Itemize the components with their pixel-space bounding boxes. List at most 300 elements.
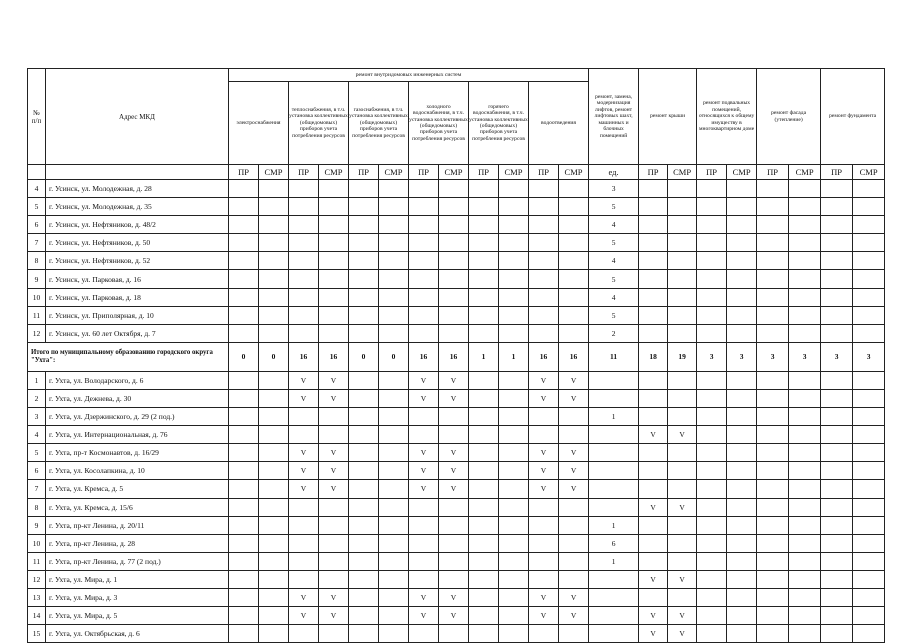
- cell-smr: [319, 498, 349, 516]
- cell-pr: [529, 426, 559, 444]
- total-value: 3: [757, 342, 789, 371]
- cell-pr: [821, 389, 853, 407]
- cell-lift-units: [589, 426, 639, 444]
- cell-pr: [639, 252, 668, 270]
- row-address: г. Усинск, ул. Молодежная, д. 28: [46, 180, 229, 198]
- repair-plan-table: [27, 68, 885, 643]
- cell-smr: [379, 607, 409, 625]
- cell-smr: [499, 270, 529, 288]
- row-number: 12: [28, 570, 46, 588]
- cell-pr: [349, 324, 379, 342]
- total-value: 0: [379, 342, 409, 371]
- cell-smr: [727, 552, 757, 570]
- cell-smr: [853, 426, 885, 444]
- cell-pr: [469, 389, 499, 407]
- cell-smr: [259, 216, 289, 234]
- cell-smr: [853, 516, 885, 534]
- total-value: 3: [853, 342, 885, 371]
- cell-pr: [229, 198, 259, 216]
- cell-pr: [349, 607, 379, 625]
- cell-smr: V: [559, 389, 589, 407]
- cell-pr: V: [409, 371, 439, 389]
- table-row: [28, 216, 885, 234]
- cell-pr: [757, 180, 789, 198]
- cell-pr: [757, 324, 789, 342]
- header-smr: СМР: [379, 165, 409, 180]
- table-row: [28, 534, 885, 552]
- cell-pr: [639, 306, 668, 324]
- cell-smr: V: [319, 588, 349, 606]
- cell-pr: [821, 607, 853, 625]
- cell-smr: [259, 462, 289, 480]
- cell-pr: [697, 588, 727, 606]
- cell-smr: [727, 324, 757, 342]
- cell-pr: [697, 426, 727, 444]
- total-value: 16: [289, 342, 319, 371]
- cell-pr: [821, 180, 853, 198]
- cell-pr: [229, 607, 259, 625]
- total-value: 11: [589, 342, 639, 371]
- cell-smr: [259, 288, 289, 306]
- cell-smr: V: [668, 607, 697, 625]
- cell-pr: [349, 570, 379, 588]
- cell-pr: [229, 625, 259, 643]
- cell-pr: [697, 480, 727, 498]
- cell-smr: [499, 534, 529, 552]
- cell-pr: [349, 288, 379, 306]
- cell-smr: [853, 389, 885, 407]
- cell-pr: [697, 534, 727, 552]
- cell-pr: [469, 252, 499, 270]
- cell-smr: [727, 462, 757, 480]
- cell-smr: [499, 552, 529, 570]
- cell-pr: [821, 288, 853, 306]
- table-row: [28, 234, 885, 252]
- cell-pr: [529, 288, 559, 306]
- cell-pr: [229, 371, 259, 389]
- row-address: г. Ухта, ул. Мира, д. 3: [46, 588, 229, 606]
- cell-pr: [229, 516, 259, 534]
- table-body: [28, 180, 885, 643]
- cell-smr: [789, 534, 821, 552]
- table-row: [28, 588, 885, 606]
- row-number: 9: [28, 516, 46, 534]
- cell-smr: [499, 607, 529, 625]
- cell-pr: V: [529, 371, 559, 389]
- cell-smr: [259, 408, 289, 426]
- cell-smr: V: [319, 444, 349, 462]
- cell-smr: [379, 408, 409, 426]
- total-value: 19: [668, 342, 697, 371]
- cell-smr: V: [668, 498, 697, 516]
- cell-pr: [697, 516, 727, 534]
- cell-pr: [757, 552, 789, 570]
- cell-smr: [789, 588, 821, 606]
- cell-smr: [379, 234, 409, 252]
- cell-pr: [409, 180, 439, 198]
- cell-smr: [439, 198, 469, 216]
- cell-smr: [727, 389, 757, 407]
- table-row: [28, 324, 885, 342]
- table-row: [28, 198, 885, 216]
- header-gas: газоснабжения, в т.ч. установка коллективных (общедомовых) приборов учета потребления ресурсов: [349, 82, 409, 165]
- cell-pr: [409, 270, 439, 288]
- cell-pr: [409, 216, 439, 234]
- cell-smr: V: [439, 607, 469, 625]
- cell-pr: [639, 534, 668, 552]
- row-address: г. Ухта, ул. Дзержинского, д. 29 (2 под.): [46, 408, 229, 426]
- cell-smr: [319, 180, 349, 198]
- cell-pr: [289, 324, 319, 342]
- cell-pr: [469, 180, 499, 198]
- cell-smr: [853, 270, 885, 288]
- cell-pr: [639, 389, 668, 407]
- cell-pr: V: [409, 588, 439, 606]
- header-address: Адрес МКД: [46, 69, 229, 165]
- cell-pr: [757, 444, 789, 462]
- cell-smr: [853, 234, 885, 252]
- row-address: г. Усинск, ул. Нефтяников, д. 52: [46, 252, 229, 270]
- cell-pr: [409, 570, 439, 588]
- cell-pr: [349, 180, 379, 198]
- total-value: 18: [639, 342, 668, 371]
- cell-smr: [727, 426, 757, 444]
- cell-smr: [379, 534, 409, 552]
- cell-pr: [529, 516, 559, 534]
- table-row: [28, 444, 885, 462]
- cell-pr: V: [289, 607, 319, 625]
- cell-pr: [821, 216, 853, 234]
- cell-smr: [668, 252, 697, 270]
- row-number: 6: [28, 216, 46, 234]
- cell-smr: [379, 588, 409, 606]
- cell-pr: [821, 306, 853, 324]
- cell-pr: [757, 216, 789, 234]
- cell-smr: [727, 198, 757, 216]
- cell-smr: [499, 462, 529, 480]
- cell-smr: [439, 516, 469, 534]
- cell-smr: [379, 480, 409, 498]
- cell-smr: [789, 306, 821, 324]
- cell-pr: [349, 625, 379, 643]
- cell-pr: [409, 306, 439, 324]
- header-blank: [28, 165, 46, 180]
- cell-pr: [289, 498, 319, 516]
- cell-pr: [409, 198, 439, 216]
- cell-pr: [757, 516, 789, 534]
- cell-lift-units: 4: [589, 216, 639, 234]
- cell-smr: [259, 607, 289, 625]
- cell-smr: V: [439, 462, 469, 480]
- cell-smr: V: [319, 480, 349, 498]
- cell-smr: [727, 534, 757, 552]
- cell-pr: [229, 288, 259, 306]
- cell-pr: [469, 198, 499, 216]
- cell-smr: [789, 180, 821, 198]
- total-value: 1: [469, 342, 499, 371]
- cell-pr: [697, 270, 727, 288]
- cell-smr: [559, 180, 589, 198]
- header-pr: ПР: [697, 165, 727, 180]
- cell-lift-units: [589, 607, 639, 625]
- cell-smr: [319, 324, 349, 342]
- total-value: 0: [349, 342, 379, 371]
- cell-smr: [319, 516, 349, 534]
- cell-pr: [757, 588, 789, 606]
- cell-pr: [821, 408, 853, 426]
- cell-pr: [821, 234, 853, 252]
- cell-pr: [757, 288, 789, 306]
- cell-smr: [559, 234, 589, 252]
- cell-smr: [789, 389, 821, 407]
- cell-lift-units: [589, 625, 639, 643]
- cell-smr: [789, 444, 821, 462]
- row-address: г. Усинск, ул. Нефтяников, д. 48/2: [46, 216, 229, 234]
- cell-smr: [259, 180, 289, 198]
- cell-pr: [349, 216, 379, 234]
- table-row: [28, 480, 885, 498]
- cell-pr: [289, 180, 319, 198]
- cell-pr: V: [639, 625, 668, 643]
- cell-pr: [409, 408, 439, 426]
- cell-pr: [349, 498, 379, 516]
- cell-pr: [697, 462, 727, 480]
- cell-pr: [469, 625, 499, 643]
- header-pr: ПР: [821, 165, 853, 180]
- cell-pr: [821, 570, 853, 588]
- cell-pr: [821, 588, 853, 606]
- cell-pr: [349, 588, 379, 606]
- cell-pr: [529, 270, 559, 288]
- cell-smr: [379, 306, 409, 324]
- cell-smr: [559, 625, 589, 643]
- header-smr: СМР: [559, 165, 589, 180]
- header-pr: ПР: [289, 165, 319, 180]
- cell-smr: [559, 216, 589, 234]
- cell-smr: [379, 216, 409, 234]
- cell-pr: [697, 408, 727, 426]
- cell-smr: [499, 306, 529, 324]
- cell-smr: [259, 426, 289, 444]
- cell-smr: [668, 552, 697, 570]
- header-blank: [46, 165, 229, 180]
- cell-pr: [639, 270, 668, 288]
- header-smr: СМР: [668, 165, 697, 180]
- cell-pr: [469, 534, 499, 552]
- cell-smr: [789, 198, 821, 216]
- cell-pr: [289, 306, 319, 324]
- cell-pr: [469, 588, 499, 606]
- cell-smr: [727, 480, 757, 498]
- table-row: [28, 462, 885, 480]
- cell-smr: [727, 288, 757, 306]
- cell-pr: [289, 426, 319, 444]
- cell-pr: [469, 371, 499, 389]
- cell-pr: [229, 408, 259, 426]
- cell-smr: [319, 625, 349, 643]
- cell-smr: [853, 444, 885, 462]
- cell-smr: V: [559, 607, 589, 625]
- cell-pr: [289, 408, 319, 426]
- cell-pr: [289, 534, 319, 552]
- cell-pr: [529, 570, 559, 588]
- cell-smr: [379, 498, 409, 516]
- header-units-row: [28, 165, 885, 180]
- cell-pr: [639, 180, 668, 198]
- cell-smr: [853, 198, 885, 216]
- row-address: г. Ухта, ул. Кремса, д. 15/6: [46, 498, 229, 516]
- cell-pr: [821, 516, 853, 534]
- cell-pr: [349, 408, 379, 426]
- cell-smr: [439, 288, 469, 306]
- cell-smr: [668, 198, 697, 216]
- cell-pr: [821, 625, 853, 643]
- cell-pr: [469, 426, 499, 444]
- cell-smr: V: [668, 426, 697, 444]
- cell-smr: [727, 234, 757, 252]
- cell-pr: [229, 588, 259, 606]
- cell-pr: [289, 216, 319, 234]
- cell-smr: [259, 270, 289, 288]
- cell-pr: [697, 288, 727, 306]
- cell-pr: [639, 198, 668, 216]
- total-value: 1: [499, 342, 529, 371]
- cell-smr: [789, 252, 821, 270]
- cell-smr: [853, 534, 885, 552]
- header-smr: СМР: [727, 165, 757, 180]
- cell-smr: V: [559, 588, 589, 606]
- cell-smr: [789, 498, 821, 516]
- cell-smr: [499, 324, 529, 342]
- cell-lift-units: 4: [589, 288, 639, 306]
- row-address: г. Усинск, ул. 60 лет Октября, д. 7: [46, 324, 229, 342]
- cell-pr: [757, 252, 789, 270]
- row-number: 7: [28, 480, 46, 498]
- cell-smr: [439, 306, 469, 324]
- cell-smr: [789, 324, 821, 342]
- cell-pr: [757, 480, 789, 498]
- cell-lift-units: [589, 462, 639, 480]
- header-basement: ремонт подвальных помещений, относящихся к общему имуществу в многоквартирном доме: [697, 69, 757, 165]
- header-utility-group: ремонт внутридомовых инженерных систем: [229, 69, 589, 82]
- cell-smr: [379, 625, 409, 643]
- table-row: [28, 270, 885, 288]
- cell-pr: [349, 534, 379, 552]
- cell-smr: [789, 371, 821, 389]
- cell-smr: [559, 288, 589, 306]
- row-number: 7: [28, 234, 46, 252]
- header-drain: водоотведения: [529, 82, 589, 165]
- cell-smr: V: [319, 371, 349, 389]
- cell-smr: [853, 552, 885, 570]
- cell-pr: [229, 216, 259, 234]
- cell-smr: [668, 444, 697, 462]
- cell-smr: [668, 234, 697, 252]
- cell-pr: [229, 270, 259, 288]
- header-lift: ремонт, замена, модернизация лифтов, ремонт лифтовых шахт, машинных и блочных помещений: [589, 69, 639, 165]
- cell-pr: V: [289, 444, 319, 462]
- cell-smr: [319, 270, 349, 288]
- cell-smr: [789, 426, 821, 444]
- cell-lift-units: 6: [589, 534, 639, 552]
- header-foundation: ремонт фундамента: [821, 69, 885, 165]
- cell-smr: [319, 534, 349, 552]
- cell-pr: [469, 216, 499, 234]
- table-row: [28, 288, 885, 306]
- table-row: [28, 306, 885, 324]
- cell-smr: [259, 498, 289, 516]
- cell-pr: [229, 324, 259, 342]
- header-pr: ПР: [757, 165, 789, 180]
- cell-smr: [259, 198, 289, 216]
- cell-smr: [727, 270, 757, 288]
- row-address: г. Ухта, ул. Кремса, д. 5: [46, 480, 229, 498]
- cell-smr: [789, 462, 821, 480]
- cell-pr: [821, 534, 853, 552]
- cell-smr: [319, 198, 349, 216]
- header-pr: ПР: [639, 165, 668, 180]
- cell-pr: [697, 198, 727, 216]
- cell-pr: [697, 216, 727, 234]
- cell-smr: [853, 570, 885, 588]
- cell-pr: [757, 198, 789, 216]
- cell-pr: [821, 480, 853, 498]
- cell-smr: [668, 588, 697, 606]
- cell-smr: [853, 625, 885, 643]
- cell-lift-units: 1: [589, 516, 639, 534]
- cell-smr: [727, 306, 757, 324]
- cell-pr: [757, 607, 789, 625]
- cell-smr: [379, 462, 409, 480]
- cell-pr: [639, 552, 668, 570]
- cell-pr: V: [529, 480, 559, 498]
- cell-pr: [821, 270, 853, 288]
- table-row: [28, 371, 885, 389]
- cell-pr: [697, 371, 727, 389]
- cell-smr: [319, 426, 349, 444]
- row-address: г. Ухта, ул. Мира, д. 1: [46, 570, 229, 588]
- row-number: 2: [28, 389, 46, 407]
- cell-smr: [668, 216, 697, 234]
- cell-pr: V: [289, 480, 319, 498]
- cell-pr: V: [529, 588, 559, 606]
- cell-pr: [757, 426, 789, 444]
- cell-smr: [668, 389, 697, 407]
- cell-pr: [469, 607, 499, 625]
- row-number: 3: [28, 408, 46, 426]
- cell-smr: [499, 625, 529, 643]
- cell-smr: V: [319, 389, 349, 407]
- header-pr: ПР: [229, 165, 259, 180]
- cell-smr: [727, 588, 757, 606]
- cell-pr: [697, 444, 727, 462]
- cell-smr: [259, 234, 289, 252]
- cell-smr: [379, 270, 409, 288]
- cell-smr: [789, 216, 821, 234]
- cell-smr: [668, 288, 697, 306]
- cell-pr: V: [409, 444, 439, 462]
- cell-lift-units: 3: [589, 180, 639, 198]
- cell-smr: [853, 371, 885, 389]
- row-address: г. Ухта, ул. Дежнева, д. 30: [46, 389, 229, 407]
- cell-pr: [229, 306, 259, 324]
- row-number: 4: [28, 180, 46, 198]
- row-number: 11: [28, 552, 46, 570]
- cell-smr: [499, 252, 529, 270]
- cell-smr: [319, 552, 349, 570]
- row-address: г. Усинск, ул. Нефтяников, д. 50: [46, 234, 229, 252]
- cell-pr: [349, 426, 379, 444]
